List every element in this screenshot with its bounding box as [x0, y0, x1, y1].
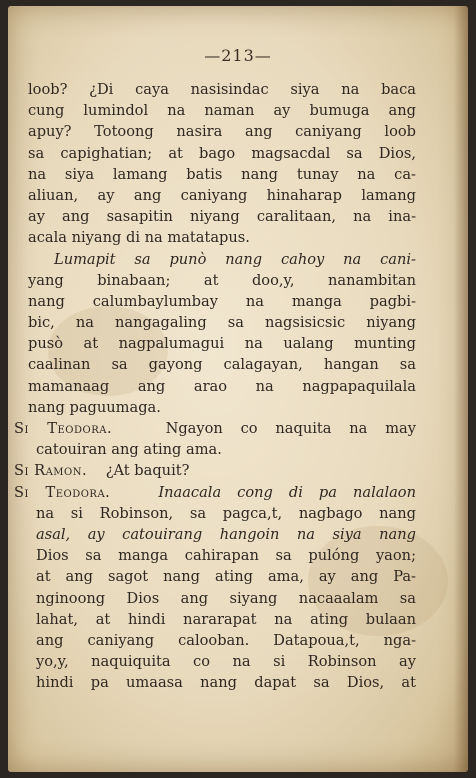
text-line: pusò at nagpalumagui na ualang munting	[28, 335, 416, 353]
dialogue-text: Inaacala cong di pa nalalaon	[158, 483, 416, 501]
text-line: Dios sa manga cahirapan sa pulóng yaon;	[36, 547, 416, 565]
text-line: at ang sagot nang ating ama, ay ang Pa-	[36, 568, 416, 586]
text-line: caalinan sa gayong calagayan, hangan sa	[28, 356, 416, 374]
italic-phrase: asal, ay catouirang hangoin na siya nang	[36, 525, 416, 543]
text-line: apuy? Totoong nasira ang caniyang loob	[28, 123, 416, 141]
page-number: —213—	[204, 46, 272, 65]
dialogue-text: ¿At baquit?	[105, 462, 190, 480]
text-line: nang paguumaga.	[28, 398, 161, 416]
text-line: catouiran ang ating ama.	[36, 441, 222, 459]
text-line: ay ang sasapitin niyang caralitaan, na ina-	[28, 208, 416, 226]
text-line: nang calumbaylumbay na manga pagbi-	[28, 292, 416, 310]
dialogue-line	[14, 460, 416, 481]
text-line: na si Robinson, sa pagca,t, nagbago nang	[36, 504, 416, 522]
text-line: hindi pa umaasa nang dapat sa Dios, at	[36, 674, 416, 692]
text-line	[28, 524, 416, 545]
text-line: cung lumindol na naman ay bumuga ang	[28, 102, 416, 120]
text-line: yang binabaan; at doo,y, nanambitan	[28, 271, 416, 289]
text-line	[28, 249, 416, 270]
text-line: acala niyang di na matatapus.	[28, 229, 250, 247]
text-line: mamanaag ang arao na nagpapaquilala	[28, 377, 416, 395]
text-line: yo,y, naquiquita co na si Robinson ay	[36, 653, 416, 671]
page-spine-shadow	[454, 6, 468, 772]
text-line: lahat, at hindi nararapat na ating bulaan	[36, 610, 416, 628]
text-line: loob? ¿Di caya nasisindac siya na baca	[28, 81, 416, 98]
speaker-name: Si Ramon.	[14, 462, 88, 480]
speaker-name: Si Teodora.	[14, 483, 111, 501]
dialogue-line	[14, 482, 416, 503]
text-line: sa capighatian; at bago magsacdal sa Dios,	[28, 144, 416, 162]
text-line: bic, na nangagaling sa nagsisicsic niyang	[28, 314, 416, 332]
body-text	[14, 79, 416, 693]
speaker-name: Si Teodora.	[14, 420, 113, 437]
italic-phrase: Lumapit sa punò nang cahoy na cani-	[54, 250, 416, 268]
book-page	[8, 6, 468, 772]
dialogue-text: Ngayon co naquita na may	[165, 420, 416, 437]
text-line: na siya lamang batis nang tunay na ca-	[28, 165, 416, 183]
text-line: ang caniyang calooban. Datapoua,t, nga-	[36, 631, 416, 649]
text-line: nginoong Dios ang siyang nacaaalam sa	[36, 589, 416, 607]
dialogue-line	[14, 418, 416, 439]
text-line: aliuan, ay ang caniyang hinaharap lamang	[28, 186, 416, 204]
